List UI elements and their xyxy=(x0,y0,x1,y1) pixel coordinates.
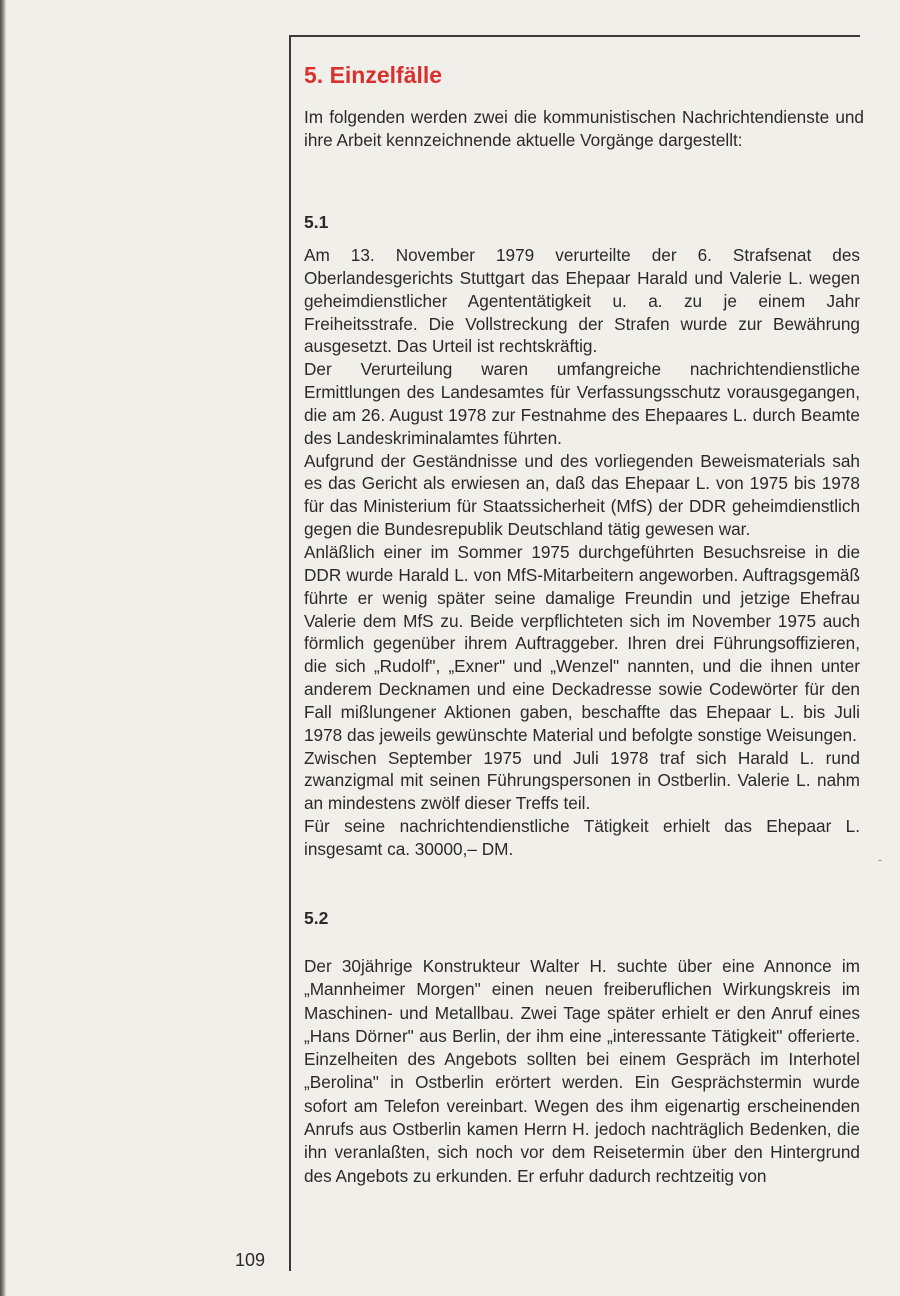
case-5-1-text xyxy=(304,244,860,861)
case-5-1-paragraph: Anläßlich einer im Sommer 1975 durchgeführten Besuchsreise in die DDR wurde Harald L. von MfS-Mitarbeitern angeworben. Auftragsgemäß führte er wenig später seine damalige Freundin und jetzige Ehefrau Valerie dem MfS zu. Beide verpflichteten sich im November 1975 auch förmlich gegenüber ihrem Auftraggeber. Ihren drei Führungsoffizieren, die sich „Rudolf", „Exner" und „Wenzel" nannten, und die ihnen unter anderem Decknamen und eine Deckadresse sowie Codewörter für den Fall mißlungener Aktionen gaben, beschaffte das Ehepaar L. bis Juli 1978 das jeweils gewünschte Material und befolgte sonstige Weisungen. xyxy=(304,541,860,745)
case-5-1-paragraph: Für seine nachrichtendienstliche Tätigkeit erhielt das Ehepaar L. insgesamt ca. 30000,– DM. xyxy=(304,816,860,859)
case-5-1-paragraph: Der Verurteilung waren umfangreiche nachrichtendienstliche Ermittlungen des Landesamtes für Verfassungsschutz vorausgegangen, die am 26. August 1978 zur Festnahme des Ehepaares L. durch Beamte des Landeskriminalamtes führten. xyxy=(304,359,860,448)
case-5-2-heading: 5.2 xyxy=(304,908,329,928)
text-column xyxy=(304,62,864,1186)
case-5-1-heading: 5.1 xyxy=(304,212,329,232)
case-5-1-paragraph: Aufgrund der Geständnisse und des vorliegenden Beweismaterials sah es das Gericht als erwiesen an, daß das Ehepaar L. von 1975 bis 1978 für das Ministerium für Staatssicherheit (MfS) der DDR geheimdienstlich gegen die Bundesrepublik Deutschland tätig gewesen war. xyxy=(304,450,860,540)
section-heading: 5. Einzelfälle xyxy=(304,62,443,88)
case-5-2-paragraph: Der 30jährige Konstrukteur Walter H. suchte über eine Annonce im „Mannheimer Morgen" einen neuen freiberuflichen Wirkungskreis im Maschinen- und Metallbau. Zwei Tage später erhielt er den Anruf eines „Hans Dörner" aus Berlin, der ihm eine „interessante Tätigkeit" offerierte. Einzelheiten des Angebots sollten bei einem Gespräch im Interhotel „Berolina" in Ostberlin erörtert werden. Ein Gesprächstermin wurde sofort am Telefon vereinbart. Wegen des ihm eigenartig erscheinenden Anrufs aus Ostberlin kamen Herrn H. jedoch nachträglich Bedenken, die ihn veranlaßten, sich noch vor dem Reisetermin über den Hintergrund des Angebots zu erkunden. Er erfuhr dadurch rechtzeitig von xyxy=(304,956,860,1186)
margin-rule xyxy=(289,35,291,1271)
intro-paragraph: Im folgenden werden zwei die kommunistischen Nachrichtendienste und ihre Arbeit kennzeichnende aktuelle Vorgänge dargestellt: xyxy=(304,107,864,150)
case-5-2-text xyxy=(304,955,860,1188)
page-number: 109 xyxy=(235,1250,266,1270)
margin-mark xyxy=(878,860,882,861)
case-5-1-paragraph: Am 13. November 1979 verurteilte der 6. Strafsenat des Oberlandesgerichts Stuttgart das Ehepaar Harald und Valerie L. wegen geheimdienstlicher Agententätigkeit u. a. zu je einem Jahr Freiheitsstrafe. Die Vollstreckung der Strafen wurde zur Bewährung ausgesetzt. Das Urteil ist rechtskräftig. xyxy=(304,245,860,357)
page-binding-edge xyxy=(0,0,6,1296)
case-5-1-paragraph: Zwischen September 1975 und Juli 1978 traf sich Harald L. rund zwanzigmal mit seinen Führungspersonen in Ostberlin. Valerie L. nahm an mindestens zwölf dieser Treffs teil. xyxy=(304,747,860,814)
top-rule xyxy=(289,35,860,37)
